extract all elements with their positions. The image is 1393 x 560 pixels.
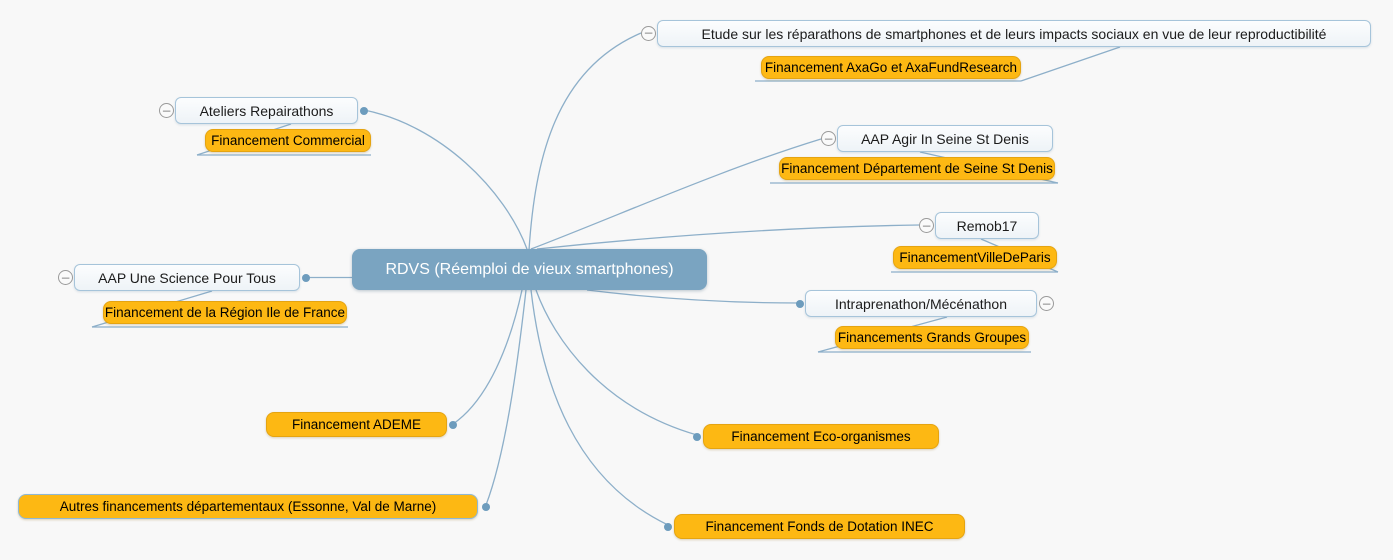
collapse-icon[interactable]: − [641, 26, 656, 41]
topic-ateliers-repairathons[interactable]: Ateliers Repairathons [175, 97, 358, 124]
connector-dot [449, 421, 457, 429]
funding-commercial[interactable]: Financement Commercial [205, 129, 371, 152]
connector-dot [693, 433, 701, 441]
edge-root-intraprenathon [587, 290, 800, 303]
funding-region-idf[interactable]: Financement de la Région Ile de France [103, 301, 347, 324]
funding-grands-groupes[interactable]: Financements Grands Groupes [835, 326, 1029, 349]
connector-dot [482, 503, 490, 511]
funding-ademe[interactable]: Financement ADEME [266, 412, 447, 437]
collapse-icon[interactable]: − [919, 218, 934, 233]
collapse-icon[interactable]: − [159, 103, 174, 118]
funding-eco-organismes[interactable]: Financement Eco-organismes [703, 424, 939, 449]
root-node[interactable]: RDVS (Réemploi de vieux smartphones) [352, 249, 707, 290]
connector-dot [302, 274, 310, 282]
funding-dept-seine-st-denis[interactable]: Financement Département de Seine St Denis [779, 157, 1055, 180]
topic-intraprenathon-mecenathon[interactable]: Intraprenathon/Mécénathon [805, 290, 1037, 317]
edge-root-autres [486, 290, 526, 505]
edge-root-ateliers [364, 110, 527, 249]
edge-etude-axago [1021, 47, 1120, 81]
collapse-icon[interactable]: − [821, 131, 836, 146]
collapse-icon[interactable]: − [1039, 296, 1054, 311]
topic-aap-une-science-pour-tous[interactable]: AAP Une Science Pour Tous [74, 264, 300, 291]
collapse-icon[interactable]: − [58, 270, 73, 285]
edge-root-ademe [453, 290, 522, 424]
funding-autres-departementaux[interactable]: Autres financements départementaux (Essonne, Val de Marne) [18, 494, 478, 519]
edge-root-aap-agir [531, 139, 821, 249]
topic-aap-agir-seine-st-denis[interactable]: AAP Agir In Seine St Denis [837, 125, 1053, 152]
connector-dot [664, 523, 672, 531]
edge-root-remob17 [537, 225, 919, 249]
funding-inec[interactable]: Financement Fonds de Dotation INEC [674, 514, 965, 539]
funding-axago[interactable]: Financement AxaGo et AxaFundResearch [761, 56, 1021, 79]
edge-root-eco [536, 290, 697, 435]
connector-dot [796, 300, 804, 308]
topic-remob17[interactable]: Remob17 [935, 212, 1039, 239]
connector-dot [360, 107, 368, 115]
funding-ville-de-paris[interactable]: FinancementVilleDeParis [893, 246, 1057, 269]
topic-etude-reparathons[interactable]: Etude sur les réparathons de smartphones et de leurs impacts sociaux en vue de leur reproductibilité [657, 20, 1371, 47]
edge-root-inec [531, 290, 668, 525]
edge-root-etude [529, 33, 641, 250]
